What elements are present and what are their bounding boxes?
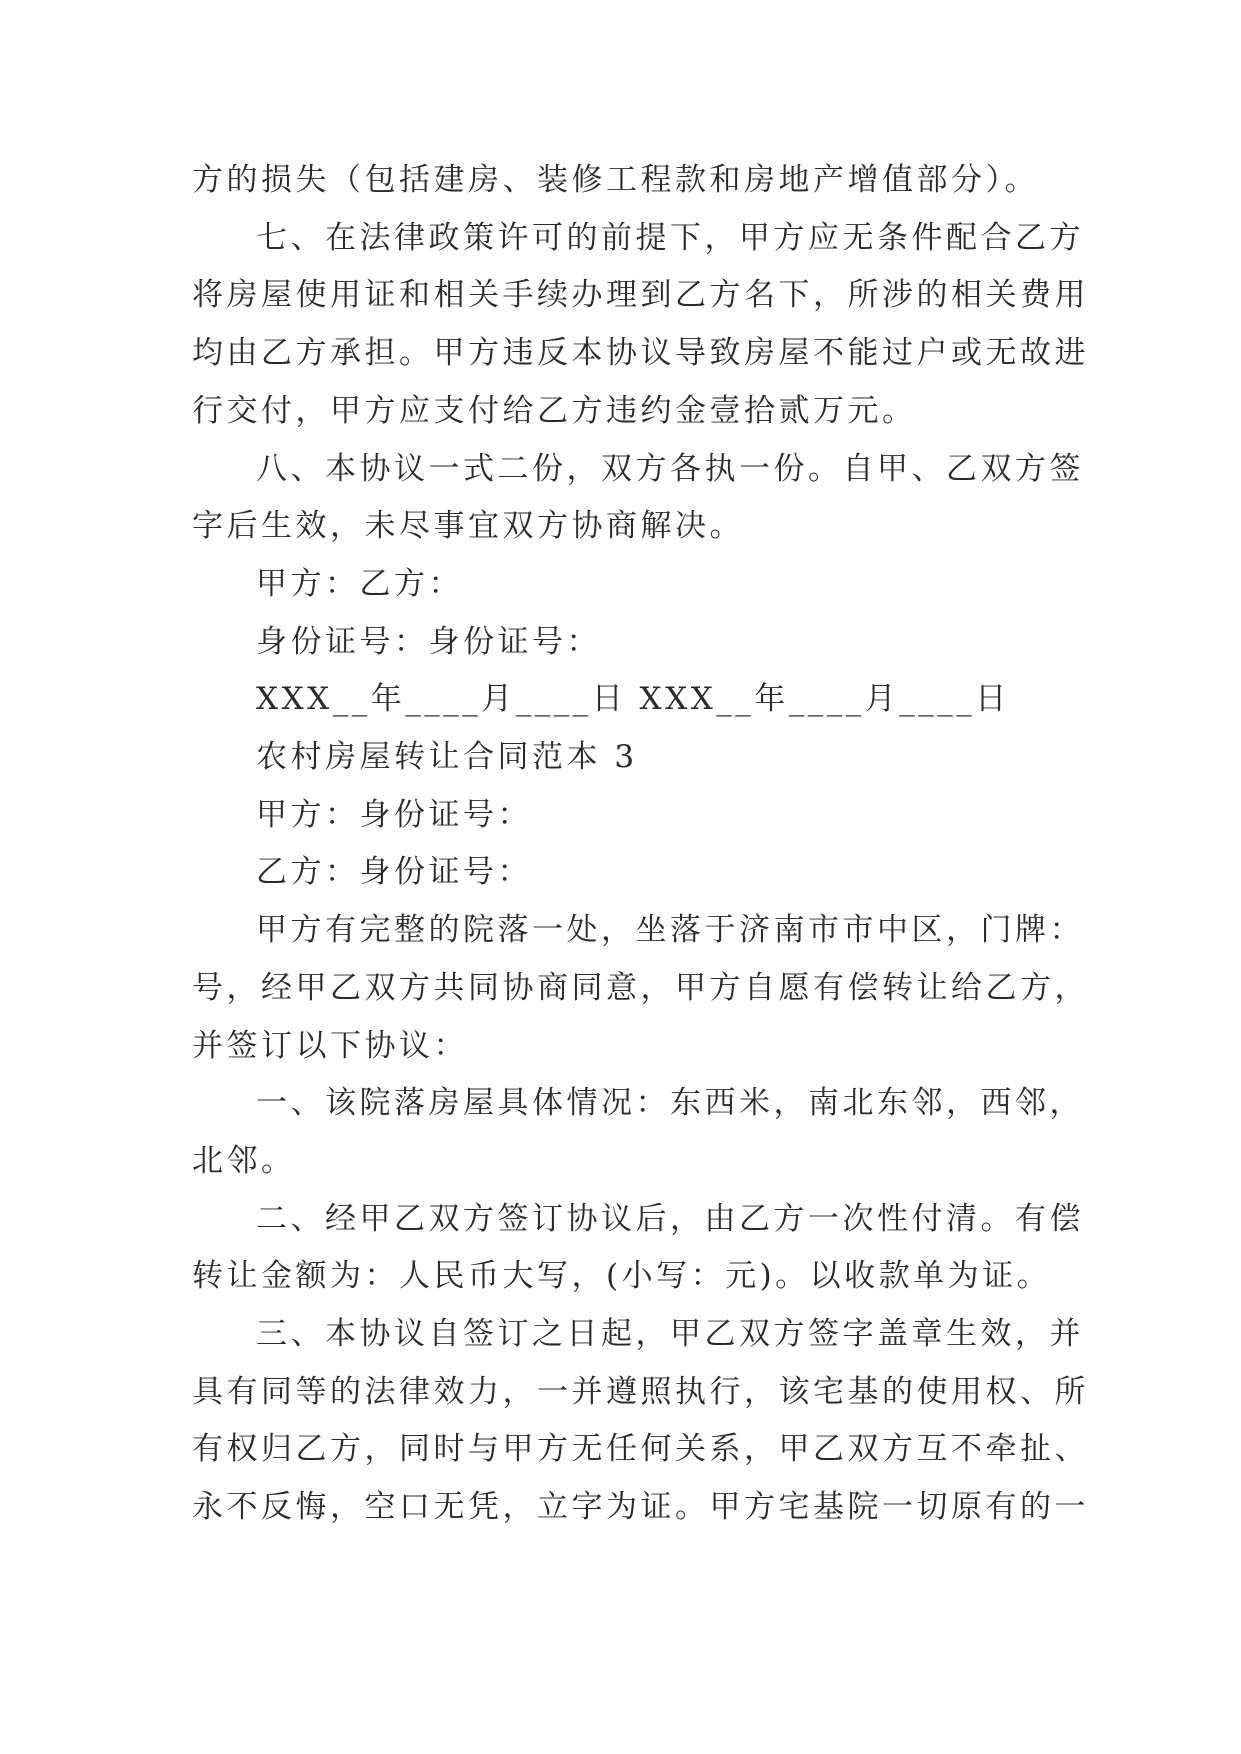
signature-date-line: XXX__年____月____日 XXX__年____月____日 xyxy=(256,681,1010,718)
section-title: 农村房屋转让合同范本 3 xyxy=(256,739,638,776)
clause-three-line: 三、本协议自签订之日起，甲乙双方签字盖章生效，并 xyxy=(256,1316,1084,1353)
signature-id-line: 身份证号：身份证号： xyxy=(256,623,601,660)
text-line: 将房屋使用证和相关手续办理到乙方名下，所涉的相关费用 xyxy=(192,277,1089,314)
party-b-line: 乙方：身份证号： xyxy=(256,854,532,891)
party-a-line: 甲方：身份证号： xyxy=(256,796,532,833)
text-line: 并签订以下协议： xyxy=(192,1027,468,1064)
text-line: 永不反悔，空口无凭，立字为证。甲方宅基院一切原有的一 xyxy=(192,1489,1089,1526)
text-line: 号，经甲乙双方共同协商同意，甲方自愿有偿转让给乙方， xyxy=(192,969,1089,1006)
text-line: 转让金额为：人民币大写，(小写：元)。以收款单为证。 xyxy=(192,1258,1052,1295)
signature-parties-line: 甲方：乙方： xyxy=(256,565,463,602)
text-line: 均由乙方承担。甲方违反本协议导致房屋不能过户或无故进 xyxy=(192,335,1089,372)
clause-seven-line: 七、在法律政策许可的前提下，甲方应无条件配合乙方 xyxy=(256,219,1084,256)
clause-one-line: 一、该院落房屋具体情况：东西米，南北东邻，西邻， xyxy=(256,1085,1084,1122)
text-line: 方的损失（包括建房、装修工程款和房地产增值部分）。 xyxy=(192,162,1039,198)
text-line: 具有同等的法律效力，一并遵照执行，该宅基的使用权、所 xyxy=(192,1373,1089,1410)
text-line: 有权归乙方，同时与甲方无任何关系，甲乙双方互不牵扯、 xyxy=(192,1431,1089,1468)
text-line: 字后生效，未尽事宜双方协商解决。 xyxy=(192,508,744,545)
clause-two-line: 二、经甲乙双方签订协议后，由乙方一次性付清。有偿 xyxy=(256,1200,1084,1237)
text-line: 行交付，甲方应支付给乙方违约金壹拾贰万元。 xyxy=(192,392,917,429)
text-line: 北邻。 xyxy=(192,1142,296,1179)
intro-line: 甲方有完整的院落一处，坐落于济南市市中区，门牌： xyxy=(256,912,1084,949)
document-body xyxy=(192,152,1089,1537)
clause-eight-line: 八、本协议一式二份，双方各执一份。自甲、乙双方签 xyxy=(256,450,1084,487)
